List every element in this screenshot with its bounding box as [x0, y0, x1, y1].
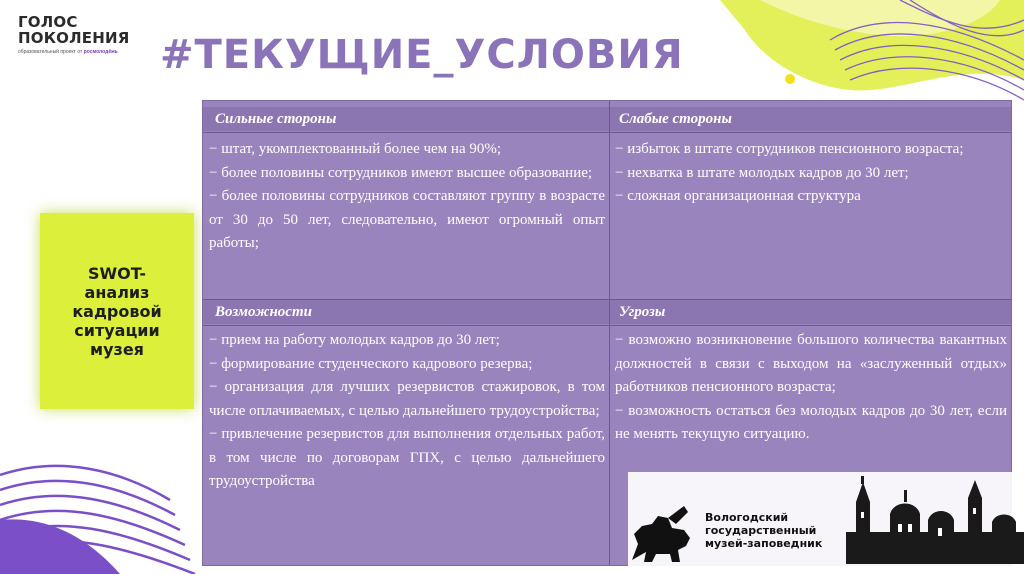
list-item: − более половины сотрудников составляют группу в возрасте от 30 до 50 лет, следовательно, имеют огромный опыт работы;: [209, 188, 605, 251]
divider-line: [203, 299, 1011, 300]
swot-label-box: [40, 213, 194, 409]
museum-name: [705, 511, 822, 550]
list-item: − возможно возникновение большого количества вакантных должностей в связи с выходом на «заслуженный отдых» работников пенсионного возраста;: [615, 332, 1007, 395]
museum-name-line-1: Вологодский: [705, 511, 789, 524]
list-item: − прием на работу молодых кадров до 30 лет;: [209, 332, 500, 348]
list-item: − формирование студенческого кадрового резерва;: [209, 355, 533, 372]
divider-line: [203, 325, 1011, 326]
logo-tagline: [18, 49, 158, 55]
museum-name-line-3: музей-заповедник: [705, 537, 823, 550]
list-item: − возможность остаться без молодых кадров до 30 лет, если не менять текущую ситуацию.: [615, 402, 1007, 442]
swot-label: [72, 264, 161, 359]
divider-line: [203, 132, 1011, 133]
list-item: − привлечение резервистов для выполнения отдельных работ, в том числе по договорам ГПХ, с целью дальнейшего трудоустройства: [209, 426, 605, 489]
swot-label-line-5: музея: [90, 339, 144, 359]
threats-list: [615, 329, 1007, 447]
logo-brand: росмолодёжь: [83, 49, 118, 55]
list-item: − более половины сотрудников имеют высшее образование;: [209, 164, 593, 181]
strengths-heading: Сильные стороны: [215, 111, 337, 127]
list-item: − сложная организационная структура: [615, 188, 861, 204]
swot-label-line-1: SWOT-: [88, 263, 146, 283]
list-item: − организация для лучших резервистов стажировок, в том числе оплачиваемых, с целью дальнейшего трудоустройства;: [209, 379, 605, 419]
list-item: − штат, укомплектованный более чем на 90%;: [209, 141, 502, 157]
column-divider: [609, 101, 610, 565]
strengths-list: [209, 138, 605, 256]
swot-label-line-4: ситуации: [74, 320, 160, 340]
page-title: #ТЕКУЩИЕ_УСЛОВИЯ: [160, 32, 684, 78]
logo-tagline-text: образовательный проект от: [18, 49, 83, 55]
weaknesses-heading: Слабые стороны: [619, 111, 732, 127]
purple-corner-fill: [0, 519, 120, 574]
logo-line-1: ГОЛОС: [18, 13, 78, 31]
middle-heading-band: [203, 300, 1011, 324]
opportunities-list: [209, 329, 605, 494]
swot-label-line-2: анализ: [84, 282, 150, 302]
museum-logo-graphic: [628, 472, 1024, 574]
yellow-dot-decoration: [785, 74, 795, 84]
list-item: − нехватка в штате молодых кадров до 30 лет;: [615, 164, 909, 181]
golos-pokoleniya-logo: [18, 14, 158, 55]
threats-heading: Угрозы: [619, 304, 666, 320]
opportunities-heading: Возможности: [215, 304, 312, 320]
museum-name-line-2: государственный: [705, 524, 817, 537]
weaknesses-list: [615, 138, 1007, 209]
list-item: − избыток в штате сотрудников пенсионного возраста;: [615, 141, 964, 157]
swot-label-line-3: кадровой: [72, 301, 162, 321]
logo-line-2: ПОКОЛЕНИЯ: [18, 29, 130, 47]
